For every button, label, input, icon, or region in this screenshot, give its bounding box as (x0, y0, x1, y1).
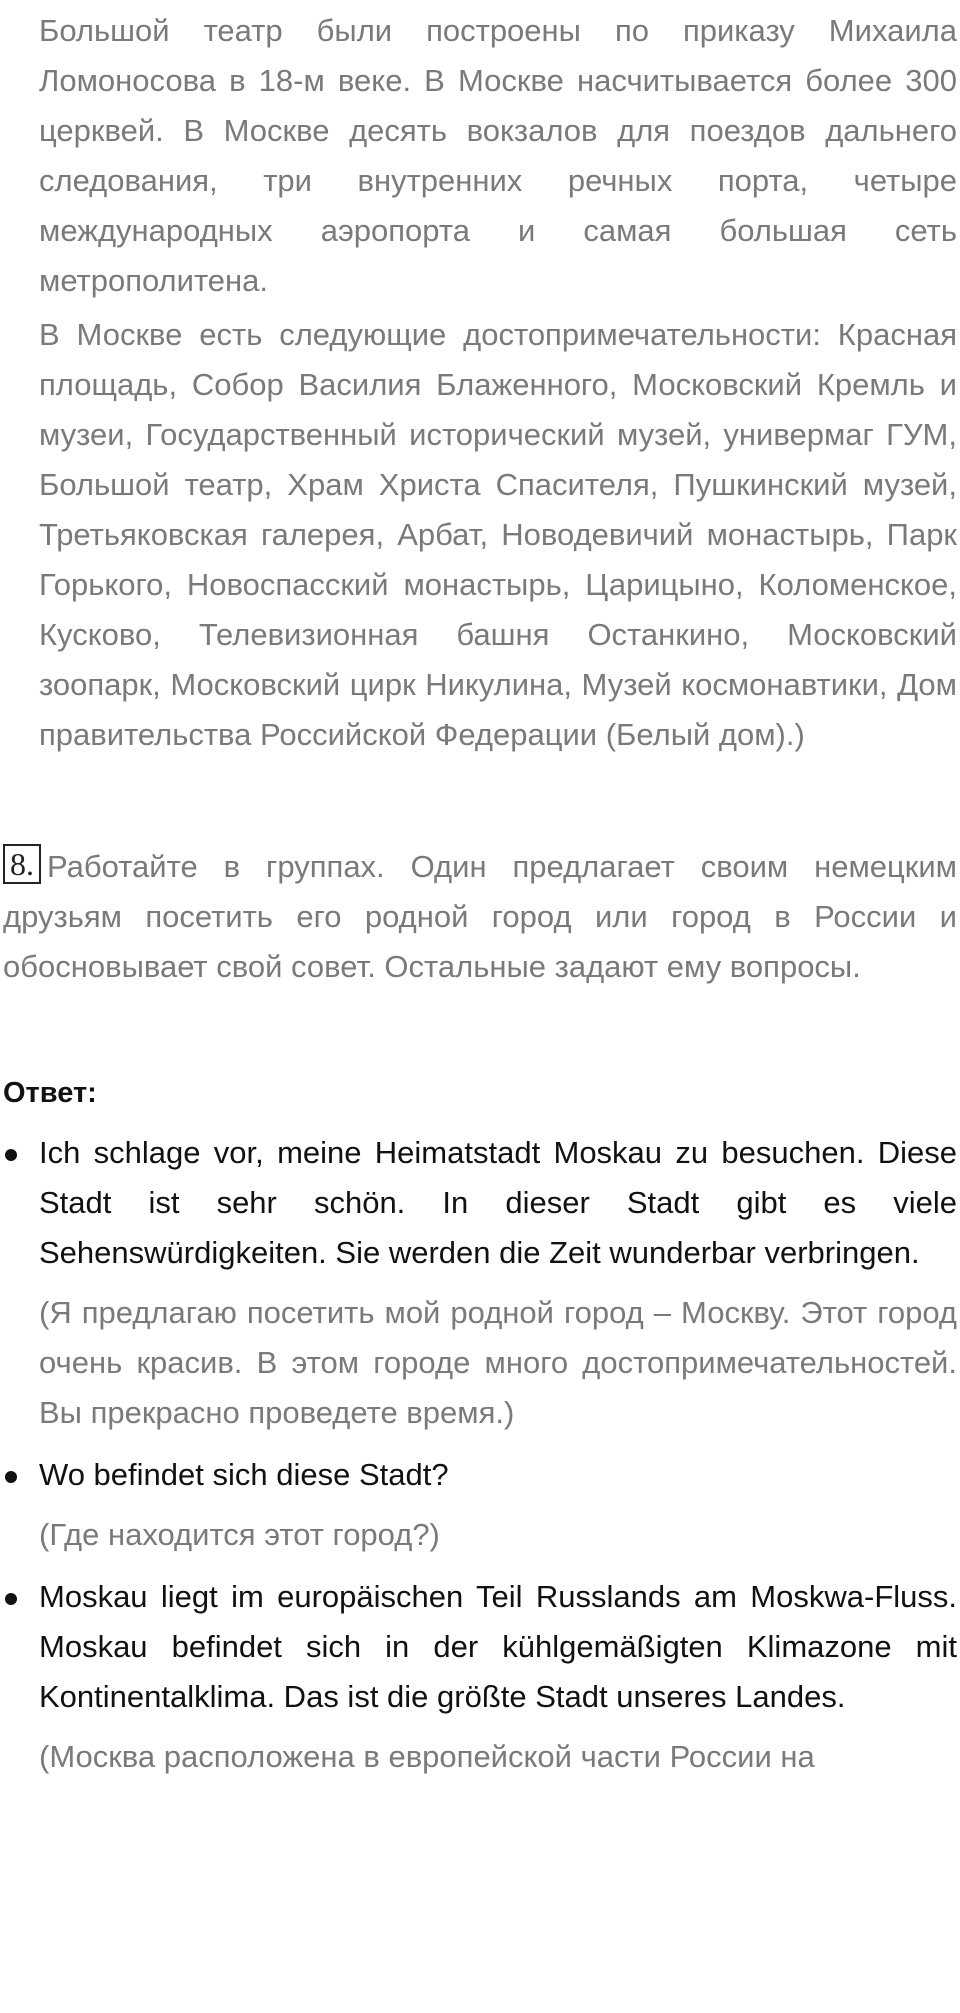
bullet-icon (5, 1149, 17, 1161)
paragraph-churches-stations: Большой театр были построены по приказу Михаила Ломоносова в 18-м веке. В Москве насчитывается более 300 церквей. В Москве десять вокзалов для поездов дальнего следования, три внутренних речных порта, четыре международных аэропорта и самая большая сеть метрополитена. (39, 13, 957, 298)
answer-item-moscow-location (0, 1572, 957, 1782)
russian-translation: (Москва расположена в европейской части России на (39, 1739, 815, 1774)
task-8 (0, 842, 960, 992)
german-line: Ich schlage vor, meine Heimatstadt Moskau zu besuchen. Diese Stadt ist sehr schön. In dieser Stadt gibt es viele Sehenswürdigkeiten. Sie werden die Zeit wunderbar verbringen. (39, 1135, 957, 1270)
moscow-description-translation (0, 0, 960, 760)
bullet-icon (5, 1471, 17, 1483)
russian-translation: (Я предлагаю посетить мой родной город – Москву. Этот город очень красив. В этом городе много достопримечательностей. Вы прекрасно проведете время.) (39, 1295, 957, 1430)
answer-item-where-is-city (0, 1450, 957, 1560)
task-text: Работайте в группах. Один предлагает своим немецким друзьям посетить его родной город или город в России и обосновывает свой совет. Остальные задают ему вопросы. (3, 849, 957, 984)
answer-label: Ответ: (3, 1077, 97, 1109)
russian-translation: (Где находится этот город?) (39, 1517, 440, 1552)
answer-list (0, 1128, 960, 1782)
bullet-icon (5, 1593, 17, 1605)
answer-item-suggest-moscow (0, 1128, 957, 1438)
task-number-box: 8. (3, 844, 41, 884)
paragraph-sights-list: В Москве есть следующие достопримечательности: Красная площадь, Собор Василия Блаженного, Московский Кремль и музеи, Государственный исторический музей, универмаг ГУМ, Большой театр, Храм Христа Спасителя, Пушкинский музей, Третьяковская галерея, Арбат, Новодевичий монастырь, Парк Горького, Новоспасский монастырь, Царицыно, Коломенское, Кусково, Телевизионная башня Останкино, Московский зоопарк, Московский цирк Никулина, Музей космонавтики, Дом правительства Российской Федерации (Белый дом).) (39, 317, 957, 752)
german-line: Moskau liegt im europäischen Teil Russlands am Moskwa-Fluss. Moskau befindet sich in der kühlgemäßigten Klimazone mit Kontinentalklima. Das ist die größte Stadt unseres Landes. (39, 1579, 957, 1714)
german-line: Wo befindet sich diese Stadt? (39, 1457, 449, 1492)
